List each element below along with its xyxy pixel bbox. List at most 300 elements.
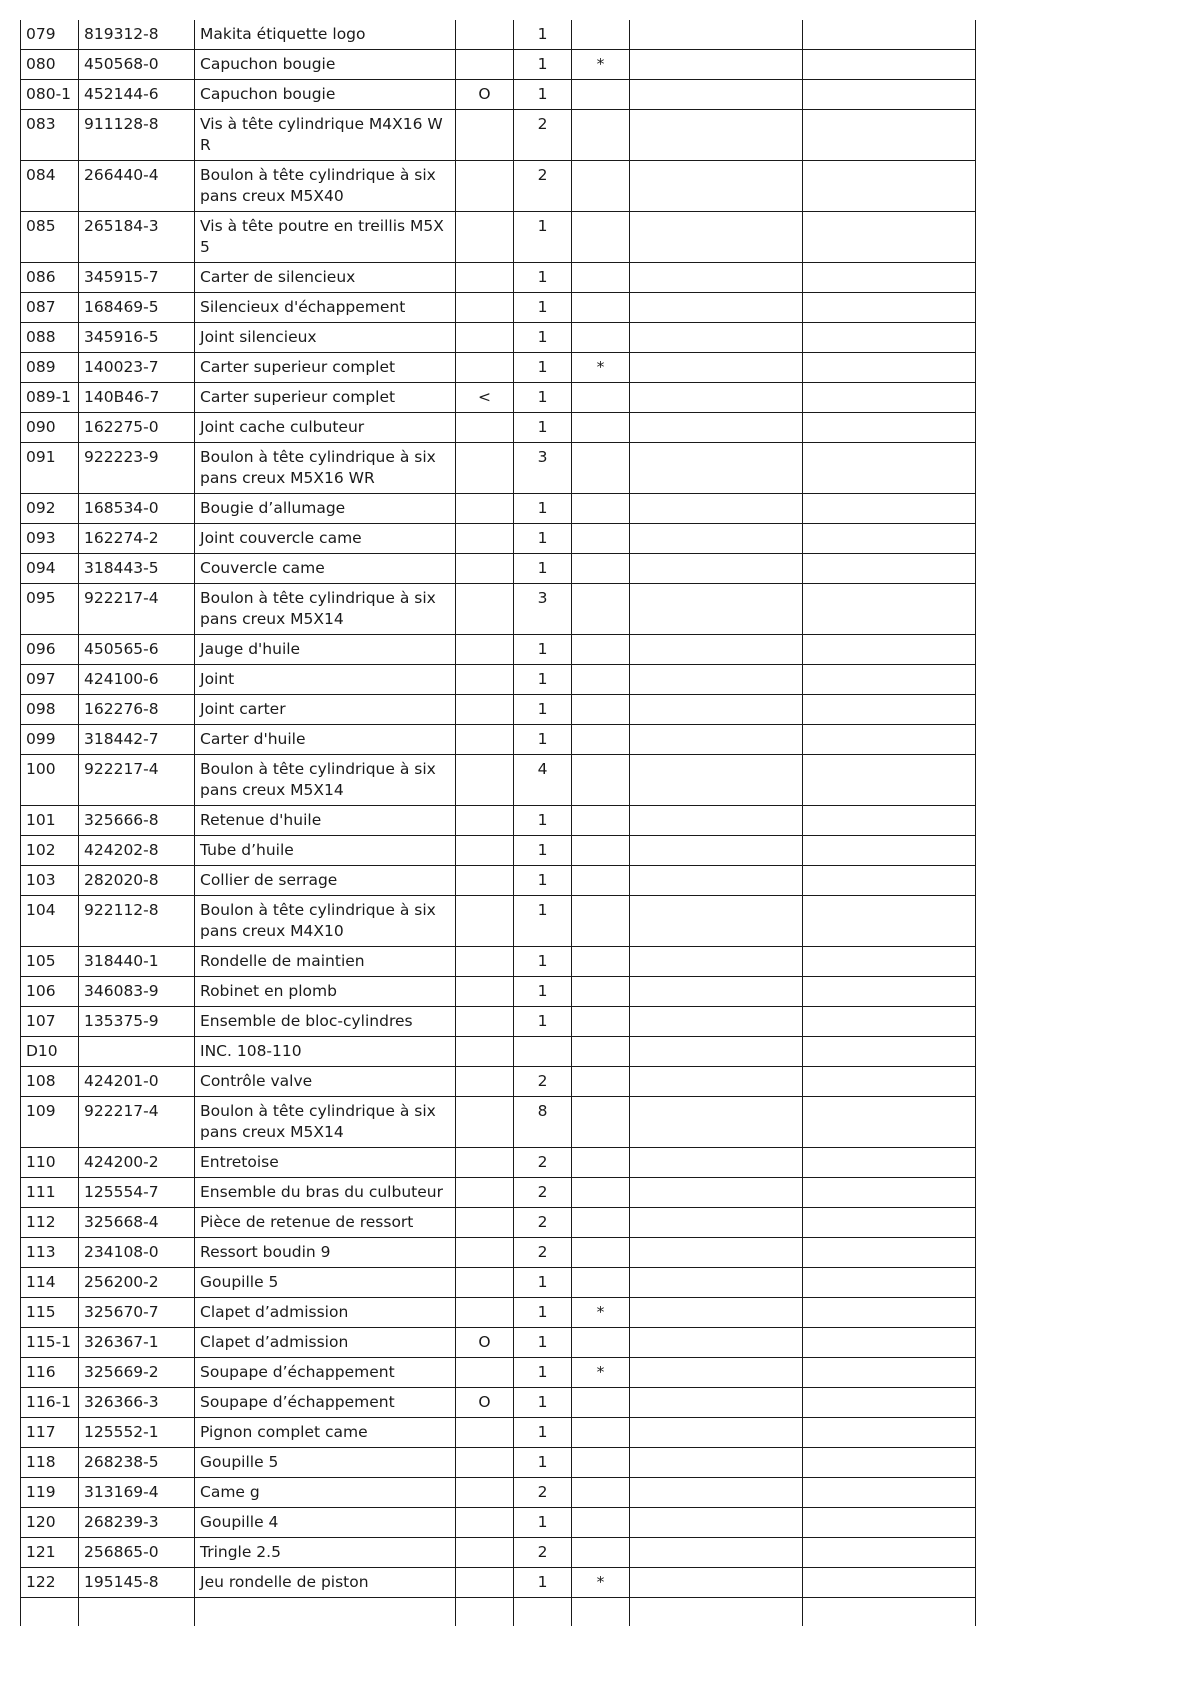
description-cell: Tube d’huile (195, 836, 456, 866)
empty-cell (630, 554, 803, 584)
empty-cell (803, 896, 976, 947)
empty-cell (803, 866, 976, 896)
empty-cell (803, 947, 976, 977)
table-row (21, 1067, 976, 1097)
empty-cell (803, 20, 976, 50)
empty-cell (803, 1037, 976, 1067)
empty-cell (803, 806, 976, 836)
empty-cell (803, 1598, 976, 1627)
asterisk-cell (572, 1538, 630, 1568)
description-cell: Joint carter (195, 695, 456, 725)
empty-cell (803, 161, 976, 212)
asterisk-cell (572, 665, 630, 695)
marker-cell (456, 323, 514, 353)
quantity-cell: 8 (514, 1097, 572, 1148)
empty-cell (803, 1508, 976, 1538)
quantity-cell: 1 (514, 554, 572, 584)
asterisk-cell (572, 1508, 630, 1538)
table-row (21, 635, 976, 665)
asterisk-cell (572, 896, 630, 947)
description-cell: Retenue d'huile (195, 806, 456, 836)
part-number-cell: 452144-6 (79, 80, 195, 110)
table-row (21, 1208, 976, 1238)
empty-cell (630, 110, 803, 161)
item-number-cell: 104 (21, 896, 79, 947)
item-number-cell: 096 (21, 635, 79, 665)
empty-cell (630, 1208, 803, 1238)
item-number-cell: 111 (21, 1178, 79, 1208)
empty-cell (803, 1448, 976, 1478)
part-number-cell: 325668-4 (79, 1208, 195, 1238)
empty-cell (803, 494, 976, 524)
description-cell: Boulon à tête cylindrique à six pans creux M5X16 WR (195, 443, 456, 494)
empty-cell (803, 1328, 976, 1358)
marker-cell (456, 725, 514, 755)
item-number-cell: 094 (21, 554, 79, 584)
marker-cell (456, 1298, 514, 1328)
empty-cell (803, 836, 976, 866)
asterisk-cell (572, 1097, 630, 1148)
quantity-cell: 2 (514, 1238, 572, 1268)
table-row (21, 1358, 976, 1388)
part-number-cell: 313169-4 (79, 1478, 195, 1508)
empty-cell (803, 263, 976, 293)
table-row (21, 494, 976, 524)
table-row (21, 1148, 976, 1178)
description-cell: Contrôle valve (195, 1067, 456, 1097)
description-cell: Joint cache culbuteur (195, 413, 456, 443)
quantity-cell: 1 (514, 1298, 572, 1328)
empty-cell (630, 50, 803, 80)
table-row (21, 665, 976, 695)
item-number-cell: 099 (21, 725, 79, 755)
asterisk-cell: * (572, 1358, 630, 1388)
quantity-cell: 1 (514, 80, 572, 110)
description-cell: Goupille 5 (195, 1268, 456, 1298)
table-row (21, 1298, 976, 1328)
empty-cell (803, 1478, 976, 1508)
empty-cell (630, 323, 803, 353)
marker-cell: O (456, 80, 514, 110)
empty-cell (803, 443, 976, 494)
marker-cell (456, 836, 514, 866)
empty-cell (630, 1508, 803, 1538)
quantity-cell: 2 (514, 1478, 572, 1508)
part-number-cell: 318440-1 (79, 947, 195, 977)
quantity-cell: 1 (514, 1568, 572, 1598)
item-number-cell: 083 (21, 110, 79, 161)
item-number-cell: 105 (21, 947, 79, 977)
marker-cell (456, 1097, 514, 1148)
part-number-cell: 922223-9 (79, 443, 195, 494)
quantity-cell: 1 (514, 494, 572, 524)
asterisk-cell (572, 110, 630, 161)
item-number-cell: 112 (21, 1208, 79, 1238)
quantity-cell: 1 (514, 1358, 572, 1388)
quantity-cell: 1 (514, 1388, 572, 1418)
table-row (21, 554, 976, 584)
table-row (21, 1328, 976, 1358)
item-number-cell: 110 (21, 1148, 79, 1178)
table-row (21, 806, 976, 836)
marker-cell (456, 1178, 514, 1208)
table-row (21, 1238, 976, 1268)
empty-cell (630, 896, 803, 947)
item-number-cell: 109 (21, 1097, 79, 1148)
item-number-cell: 119 (21, 1478, 79, 1508)
description-cell: Entretoise (195, 1148, 456, 1178)
table-row (21, 50, 976, 80)
empty-cell (630, 161, 803, 212)
empty-cell (630, 383, 803, 413)
empty-cell (803, 554, 976, 584)
quantity-cell: 1 (514, 383, 572, 413)
empty-cell (630, 1358, 803, 1388)
empty-cell (630, 1598, 803, 1627)
table-row (21, 212, 976, 263)
asterisk-cell (572, 554, 630, 584)
quantity-cell: 1 (514, 50, 572, 80)
marker-cell (456, 947, 514, 977)
part-number-cell: 345916-5 (79, 323, 195, 353)
marker-cell (456, 161, 514, 212)
empty-cell (630, 20, 803, 50)
marker-cell (456, 1358, 514, 1388)
table-row (21, 1007, 976, 1037)
description-cell: Pignon complet came (195, 1418, 456, 1448)
table-row (21, 1037, 976, 1067)
empty-cell (630, 443, 803, 494)
table-row (21, 695, 976, 725)
parts-table (20, 20, 976, 1626)
description-cell: Carter superieur complet (195, 383, 456, 413)
asterisk-cell (572, 635, 630, 665)
empty-cell (630, 1037, 803, 1067)
empty-cell (630, 1268, 803, 1298)
quantity-cell: 1 (514, 1007, 572, 1037)
empty-cell (803, 755, 976, 806)
marker-cell (456, 866, 514, 896)
marker-cell: O (456, 1388, 514, 1418)
item-number-cell: D10 (21, 1037, 79, 1067)
quantity-cell: 1 (514, 695, 572, 725)
empty-cell (803, 1097, 976, 1148)
item-number-cell: 115 (21, 1298, 79, 1328)
asterisk-cell (572, 263, 630, 293)
part-number-cell: 911128-8 (79, 110, 195, 161)
description-cell: Ensemble du bras du culbuteur (195, 1178, 456, 1208)
table-row (21, 1478, 976, 1508)
quantity-cell: 2 (514, 1148, 572, 1178)
asterisk-cell (572, 1148, 630, 1178)
table-row (21, 383, 976, 413)
description-cell: Boulon à tête cylindrique à six pans creux M5X14 (195, 755, 456, 806)
asterisk-cell (572, 323, 630, 353)
part-number-cell: 326366-3 (79, 1388, 195, 1418)
asterisk-cell: * (572, 50, 630, 80)
item-number-cell: 087 (21, 293, 79, 323)
asterisk-cell (572, 1328, 630, 1358)
description-cell: Makita étiquette logo (195, 20, 456, 50)
item-number-cell: 086 (21, 263, 79, 293)
asterisk-cell: * (572, 1568, 630, 1598)
empty-cell (803, 323, 976, 353)
empty-cell (630, 1388, 803, 1418)
marker-cell (456, 1238, 514, 1268)
part-number-cell: 318443-5 (79, 554, 195, 584)
asterisk-cell (572, 80, 630, 110)
empty-cell (630, 1298, 803, 1328)
marker-cell (456, 977, 514, 1007)
empty-cell (630, 353, 803, 383)
part-number-cell: 922112-8 (79, 896, 195, 947)
part-number-cell: 162276-8 (79, 695, 195, 725)
quantity-cell: 1 (514, 896, 572, 947)
part-number-cell: 234108-0 (79, 1238, 195, 1268)
empty-cell (803, 1238, 976, 1268)
quantity-cell: 1 (514, 665, 572, 695)
item-number-cell: 100 (21, 755, 79, 806)
empty-cell (803, 1388, 976, 1418)
parts-table-body (21, 20, 976, 1626)
description-cell: Joint (195, 665, 456, 695)
quantity-cell: 3 (514, 443, 572, 494)
marker-cell (456, 1418, 514, 1448)
table-row (21, 725, 976, 755)
part-number-cell: 326367-1 (79, 1328, 195, 1358)
part-number-cell: 345915-7 (79, 263, 195, 293)
item-number-cell: 084 (21, 161, 79, 212)
empty-cell (803, 1538, 976, 1568)
empty-cell (803, 665, 976, 695)
quantity-cell: 1 (514, 1448, 572, 1478)
description-cell: Bougie d’allumage (195, 494, 456, 524)
marker-cell (456, 1067, 514, 1097)
description-cell: Vis à tête cylindrique M4X16 WR (195, 110, 456, 161)
description-cell: Jauge d'huile (195, 635, 456, 665)
part-number-cell: 265184-3 (79, 212, 195, 263)
item-number-cell: 120 (21, 1508, 79, 1538)
marker-cell (456, 695, 514, 725)
part-number-cell: 135375-9 (79, 1007, 195, 1037)
item-number-cell: 121 (21, 1538, 79, 1568)
empty-cell (514, 1598, 572, 1627)
description-cell: Capuchon bougie (195, 50, 456, 80)
part-number-cell: 325670-7 (79, 1298, 195, 1328)
empty-cell (803, 50, 976, 80)
asterisk-cell (572, 806, 630, 836)
empty-cell (630, 947, 803, 977)
part-number-cell: 168469-5 (79, 293, 195, 323)
quantity-cell: 1 (514, 977, 572, 1007)
item-number-cell: 080 (21, 50, 79, 80)
asterisk-cell (572, 383, 630, 413)
empty-cell (630, 1238, 803, 1268)
empty-cell (630, 1178, 803, 1208)
part-number-cell: 162275-0 (79, 413, 195, 443)
item-number-cell: 122 (21, 1568, 79, 1598)
table-row (21, 1418, 976, 1448)
description-cell: Came g (195, 1478, 456, 1508)
description-cell: Ressort boudin 9 (195, 1238, 456, 1268)
marker-cell (456, 263, 514, 293)
part-number-cell: 450565-6 (79, 635, 195, 665)
empty-cell (803, 1358, 976, 1388)
asterisk-cell (572, 725, 630, 755)
description-cell: Clapet d’admission (195, 1328, 456, 1358)
part-number-cell: 266440-4 (79, 161, 195, 212)
marker-cell (456, 212, 514, 263)
quantity-cell: 1 (514, 947, 572, 977)
marker-cell (456, 413, 514, 443)
empty-cell (803, 725, 976, 755)
parts-list-page (20, 20, 975, 1626)
description-cell: Goupille 5 (195, 1448, 456, 1478)
part-number-cell: 268238-5 (79, 1448, 195, 1478)
item-number-cell: 115-1 (21, 1328, 79, 1358)
marker-cell (456, 1538, 514, 1568)
asterisk-cell (572, 293, 630, 323)
description-cell: Carter de silencieux (195, 263, 456, 293)
empty-cell (803, 413, 976, 443)
part-number-cell: 424201-0 (79, 1067, 195, 1097)
item-number-cell: 097 (21, 665, 79, 695)
item-number-cell: 098 (21, 695, 79, 725)
description-cell: Capuchon bougie (195, 80, 456, 110)
description-cell: Pièce de retenue de ressort (195, 1208, 456, 1238)
asterisk-cell (572, 755, 630, 806)
description-cell: Boulon à tête cylindrique à six pans creux M5X40 (195, 161, 456, 212)
empty-cell (803, 635, 976, 665)
part-number-cell: 346083-9 (79, 977, 195, 1007)
asterisk-cell (572, 866, 630, 896)
empty-cell (630, 524, 803, 554)
description-cell: Rondelle de maintien (195, 947, 456, 977)
quantity-cell: 1 (514, 1268, 572, 1298)
asterisk-cell (572, 977, 630, 1007)
quantity-cell (514, 1037, 572, 1067)
empty-cell (630, 695, 803, 725)
empty-cell (630, 806, 803, 836)
description-cell: Soupape d’échappement (195, 1358, 456, 1388)
table-row (21, 947, 976, 977)
quantity-cell: 2 (514, 161, 572, 212)
empty-cell (803, 1007, 976, 1037)
quantity-cell: 3 (514, 584, 572, 635)
part-number-cell: 424200-2 (79, 1148, 195, 1178)
empty-cell (21, 1598, 79, 1627)
part-number-cell: 424100-6 (79, 665, 195, 695)
description-cell: Ensemble de bloc-cylindres (195, 1007, 456, 1037)
marker-cell (456, 1148, 514, 1178)
asterisk-cell (572, 1388, 630, 1418)
table-row (21, 323, 976, 353)
marker-cell (456, 1478, 514, 1508)
table-row (21, 413, 976, 443)
quantity-cell: 1 (514, 263, 572, 293)
marker-cell (456, 50, 514, 80)
description-cell: Joint couvercle came (195, 524, 456, 554)
marker-cell (456, 353, 514, 383)
quantity-cell: 1 (514, 524, 572, 554)
empty-cell (803, 1178, 976, 1208)
quantity-cell: 1 (514, 1418, 572, 1448)
quantity-cell: 1 (514, 20, 572, 50)
part-number-cell: 140B46-7 (79, 383, 195, 413)
item-number-cell: 103 (21, 866, 79, 896)
empty-cell (630, 1067, 803, 1097)
empty-cell (630, 755, 803, 806)
empty-cell (630, 836, 803, 866)
quantity-cell: 1 (514, 866, 572, 896)
marker-cell (456, 494, 514, 524)
marker-cell (456, 524, 514, 554)
asterisk-cell (572, 20, 630, 50)
table-row (21, 263, 976, 293)
empty-cell (79, 1598, 195, 1627)
empty-cell (630, 494, 803, 524)
table-row-continued (21, 1598, 976, 1627)
part-number-cell: 282020-8 (79, 866, 195, 896)
empty-cell (803, 1298, 976, 1328)
quantity-cell: 1 (514, 413, 572, 443)
empty-cell (803, 353, 976, 383)
part-number-cell: 325666-8 (79, 806, 195, 836)
item-number-cell: 116-1 (21, 1388, 79, 1418)
description-cell: Robinet en plomb (195, 977, 456, 1007)
asterisk-cell (572, 1418, 630, 1448)
empty-cell (630, 212, 803, 263)
part-number-cell (79, 1037, 195, 1067)
marker-cell (456, 665, 514, 695)
empty-cell (630, 725, 803, 755)
part-number-cell: 140023-7 (79, 353, 195, 383)
quantity-cell: 4 (514, 755, 572, 806)
asterisk-cell (572, 1067, 630, 1097)
empty-cell (630, 1478, 803, 1508)
empty-cell (630, 1148, 803, 1178)
part-number-cell: 922217-4 (79, 584, 195, 635)
table-row (21, 110, 976, 161)
part-number-cell: 424202-8 (79, 836, 195, 866)
part-number-cell: 256200-2 (79, 1268, 195, 1298)
table-row (21, 1568, 976, 1598)
empty-cell (630, 584, 803, 635)
item-number-cell: 107 (21, 1007, 79, 1037)
asterisk-cell (572, 1037, 630, 1067)
item-number-cell: 116 (21, 1358, 79, 1388)
description-cell: Collier de serrage (195, 866, 456, 896)
description-cell: Vis à tête poutre en treillis M5X5 (195, 212, 456, 263)
part-number-cell: 318442-7 (79, 725, 195, 755)
quantity-cell: 1 (514, 836, 572, 866)
empty-cell (195, 1598, 456, 1627)
table-row (21, 1388, 976, 1418)
item-number-cell: 090 (21, 413, 79, 443)
asterisk-cell (572, 1178, 630, 1208)
marker-cell (456, 554, 514, 584)
marker-cell (456, 1508, 514, 1538)
marker-cell: < (456, 383, 514, 413)
empty-cell (803, 383, 976, 413)
empty-cell (803, 212, 976, 263)
asterisk-cell (572, 443, 630, 494)
asterisk-cell (572, 695, 630, 725)
item-number-cell: 113 (21, 1238, 79, 1268)
table-row (21, 353, 976, 383)
table-row (21, 1538, 976, 1568)
part-number-cell: 450568-0 (79, 50, 195, 80)
